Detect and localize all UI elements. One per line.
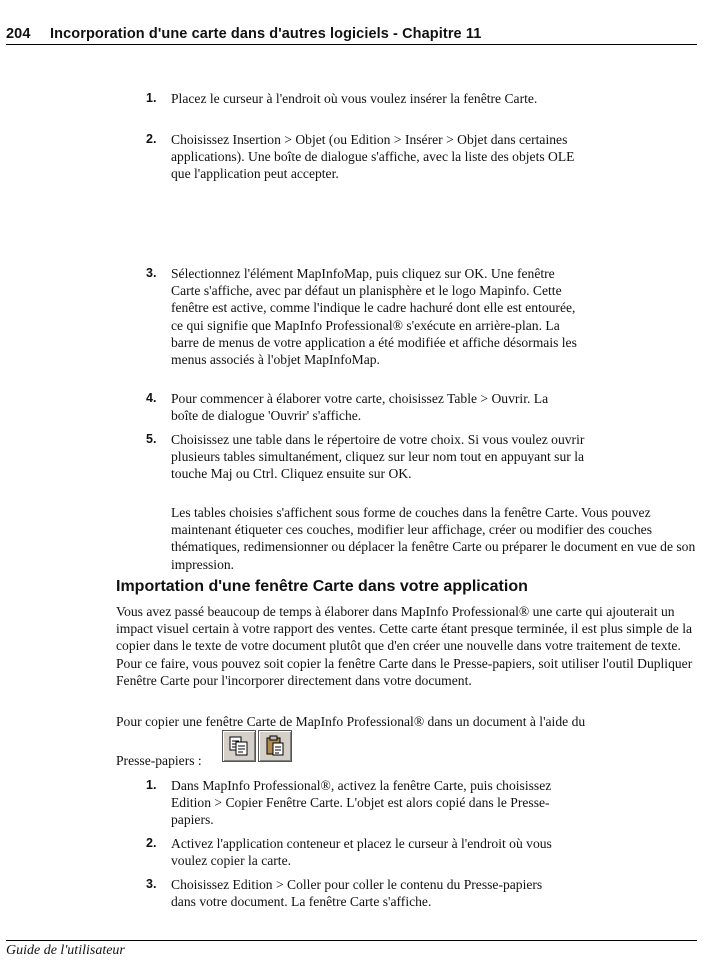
step-a2	[146, 131, 576, 183]
step-text: Choisissez Edition > Coller pour coller le contenu du Presse-papiers dans votre document. La fenêtre Carte s'affiche.	[171, 877, 543, 910]
chapter-title: Incorporation d'une carte dans d'autres logiciels - Chapitre 11	[50, 26, 482, 42]
step-a4	[146, 390, 566, 424]
copy-icon[interactable]	[222, 730, 256, 762]
footer-divider	[6, 940, 697, 941]
step-text: Sélectionnez l'élément MapInfoMap, puis cliquez sur OK. Une fenêtre Carte s'affiche, avec par défaut un planisphère et le logo Mapinfo. Cette fenêtre est active, comme l'indique le cadre hachuré dont elle est entourée, ce qui signifie que MapInfo Professional® s'exécute en arrière-plan. La barre de menus de votre application a été modifiée et affiche désormais les menus associés à l'objet MapInfoMap.	[171, 266, 577, 368]
page-number: 204	[6, 26, 31, 42]
step-text: Choisissez une table dans le répertoire de votre choix. Si vous voulez ouvrir plusieurs tables simultanément, cliquez sur leur nom tout en appuyant sur la touche Maj ou Ctrl. Cliquez ensuite sur OK.	[171, 432, 585, 482]
step-number: 3.	[146, 877, 157, 891]
step-b1	[146, 777, 566, 829]
step-text: Pour commencer à élaborer votre carte, choisissez Table > Ouvrir. La boîte de dialogue 'Ouvrir' s'affiche.	[171, 391, 549, 424]
step-number: 4.	[146, 391, 157, 405]
step-b2	[146, 835, 586, 869]
page-header	[6, 26, 696, 42]
section-intro: Vous avez passé beaucoup de temps à élaborer dans MapInfo Professional® une carte qui ajouterait un impact visuel certain à votre rapport des ventes. Cette carte étant presque terminée, il est plus simple de la copier dans le texte de votre document plutôt que d'en créer une nouvelle dans votre traitement de texte. Pour ce faire, vous pouvez soit copier la fenêtre Carte dans le Presse-papiers, soit utiliser l'outil Dupliquer Fenêtre Carte pour l'incorporer directement dans votre document.	[116, 604, 693, 688]
step5-followup: Les tables choisies s'affichent sous forme de couches dans la fenêtre Carte. Vous pouvez maintenant étiqueter ces couches, modifier leur affichage, créer ou modifier des couches thématiques, redimensionner ou déplacer la fenêtre Carte ou préparer le document en vue de son impression.	[171, 505, 696, 572]
step-a5	[146, 431, 586, 483]
step-text: Activez l'application conteneur et placez le curseur à l'endroit où vous voulez copier la carte.	[171, 836, 552, 869]
step-number: 3.	[146, 266, 157, 280]
step-number: 1.	[146, 91, 157, 105]
toolbar-icons	[222, 730, 294, 762]
step-number: 5.	[146, 432, 157, 446]
header-divider	[6, 44, 697, 45]
step-text: Choisissez Insertion > Objet (ou Edition > Insérer > Objet dans certaines applications). Une boîte de dialogue s'affiche, avec la liste des objets OLE que l'application peut accepter.	[171, 132, 575, 182]
step-number: 2.	[146, 132, 157, 146]
step-text: Dans MapInfo Professional®, activez la fenêtre Carte, puis choisissez Edition > Copier Fenêtre Carte. L'objet est alors copié dans le Presse-papiers.	[171, 778, 552, 828]
step-number: 1.	[146, 778, 157, 792]
paste-icon[interactable]	[258, 730, 292, 762]
step-text: Placez le curseur à l'endroit où vous voulez insérer la fenêtre Carte.	[171, 91, 538, 106]
clipboard-instruction: Pour copier une fenêtre Carte de MapInfo Professional® dans un document à l'aide du	[116, 714, 586, 729]
clipboard-label: Presse-papiers :	[116, 753, 202, 768]
step-a3	[146, 265, 586, 368]
section-heading: Importation d'une fenêtre Carte dans votre application	[116, 578, 528, 595]
step-a1	[146, 90, 566, 107]
page-footer: Guide de l'utilisateur	[6, 943, 125, 958]
step-b3	[146, 876, 566, 910]
step-number: 2.	[146, 836, 157, 850]
